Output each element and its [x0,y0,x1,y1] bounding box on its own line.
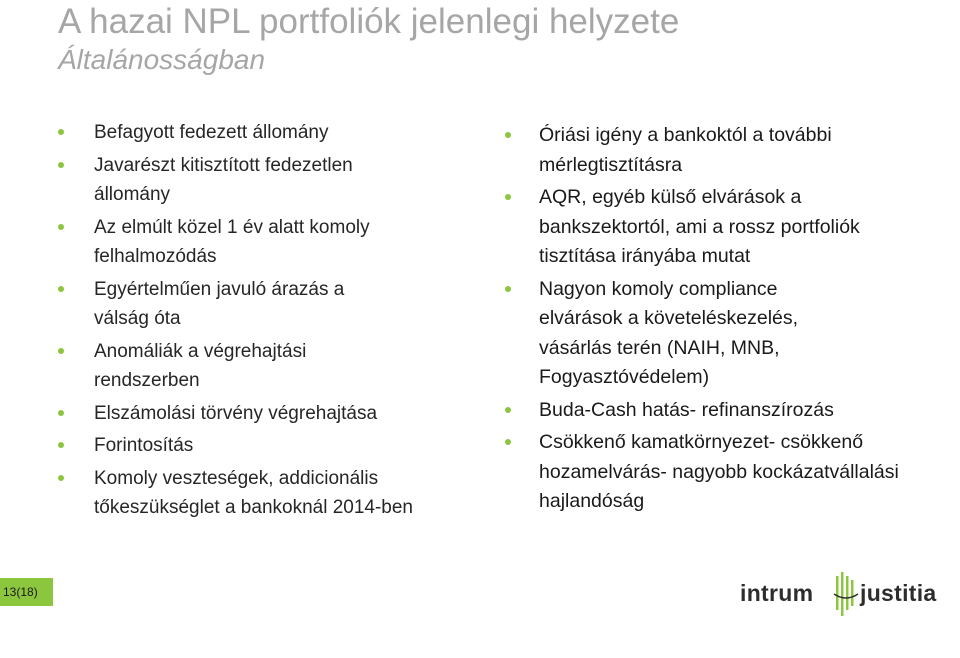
left-bullet-list [58,118,458,526]
scales-icon [833,572,859,616]
bullet-text: Komoly veszteségek, addicionális tőkeszükséglet a bankoknál 2014-ben [94,467,414,518]
right-bullet-list [505,121,925,520]
bullet-icon [58,410,64,416]
list-item [505,275,925,393]
list-item [58,213,458,272]
slide-subtitle: Általánosságban [58,44,266,75]
bullet-icon [58,442,64,448]
logo-text-left: intrum [740,580,814,606]
bullet-icon [58,162,64,168]
bullet-text: Csökkenő kamatkörnyezet- csökkenő hozamelvárás- nagyobb kockázatvállalási hajlandóság [539,431,899,512]
bullet-icon [505,286,511,292]
bullet-icon [505,194,511,200]
list-item [58,464,458,523]
bullet-text: Egyértelműen javuló árazás a válság óta [94,278,345,329]
bullet-text: Óriási igény a bankoktól a további mérlegtisztításra [539,124,832,176]
bullet-text: Befagyott fedezett állomány [94,122,329,143]
bullet-text: AQR, egyéb külső elvárások a bankszektortól, ami a rossz portfoliók tisztítása irányába mutat [539,186,860,267]
list-item [58,151,458,210]
bullet-text: Forintosítás [94,435,194,456]
bullet-icon [58,348,64,354]
bullet-icon [58,475,64,481]
intrum-justitia-logo [738,572,938,616]
bullet-text: Anomáliák a végrehajtási rendszerben [94,340,307,391]
bullet-icon [505,407,511,413]
bullet-icon [505,439,511,445]
list-item [505,121,925,180]
bullet-icon [505,132,511,138]
list-item [58,431,458,461]
list-item [505,396,925,426]
page-number: 13(18) [3,585,38,599]
bullet-text: Az elmúlt közel 1 év alatt komoly felhalmozódás [94,216,370,267]
list-item [505,428,925,517]
bullet-icon [58,224,64,230]
bullet-icon [58,286,64,292]
list-item [58,337,458,396]
list-item [58,275,458,334]
bullet-text: Buda-Cash hatás- refinanszírozás [539,398,834,421]
logo-text-right: justitia [860,580,937,606]
slide-title: A hazai NPL portfoliók jelenlegi helyzete [58,2,680,41]
list-item [58,118,458,148]
list-item [505,183,925,272]
bullet-icon [58,129,64,135]
bullet-text: Javarészt kitisztított fedezetlen állomány [94,154,353,205]
list-item [58,399,458,429]
bullet-text: Elszámolási törvény végrehajtása [94,402,378,424]
bullet-text: Nagyon komoly compliance elvárások a követeléskezelés, vásárlás terén (NAIH, MNB, Fogyasztóvédelem) [539,277,799,388]
